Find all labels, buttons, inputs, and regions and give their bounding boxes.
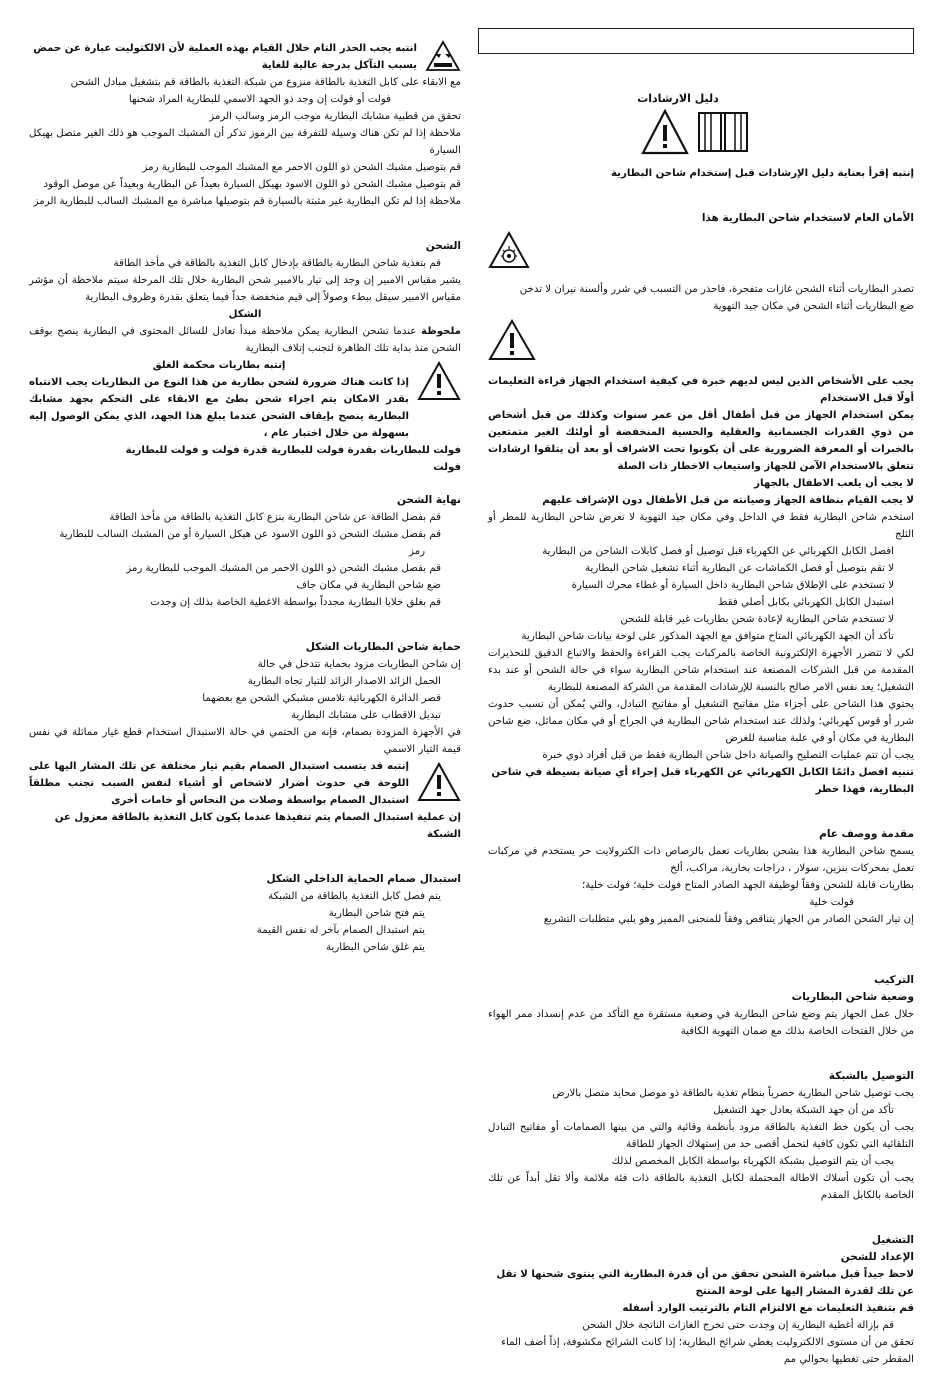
warning-triangle-icon (417, 361, 461, 401)
manual-label: دليل الارشادات (637, 92, 719, 105)
operation-bold-2: قم بتنفيذ التعليمات مع الالتزام التام بالترتيب الوارد أسفله (622, 1303, 914, 1314)
safety-rule-9: يحتوي هذا الشاحن على أجزاء مثل مفاتيح التشغيل أو مفاتيح التبادل، والتي يُمكن أن تسبب حدوث شرر أو قوس كهربائي؛ ولذلك عند استخدام شاحن البطارية في الجراج أو في مكان مماثل، ضع شاحن البطارية في مكان أو في علبة مناسبة للغرض (488, 699, 914, 744)
gas-warning-line-2: ضع البطاريات أثناء الشحن في مكان جيد التهوية (713, 301, 914, 312)
charging-line-2: يشير مقياس الامبير إن وجد إلى تيار بالامبير شحن البطارية خلال تلك المرحلة سيتم ملاحظة أن مؤشر مقياس الامبير سيقل ببطء وصولاً إلى قيم منخفضة جداً فيما يتعلق بقدرة وظروف البطارية (29, 275, 461, 303)
fuse-warning-block (29, 758, 461, 809)
sealed-battery-voltages-end: فولت (433, 462, 461, 473)
end-line-2: قم بفصل مشبك الشحن ذو اللون الاسود عن هيكل السيارة أو من المشبك السالب للبطارية (59, 529, 441, 540)
corrosive-acid-icon (425, 40, 461, 72)
safety-rule-8: لكي لا تتضرر الأجهزة الإلكترونية الخاصة بالمركبات يجب القراءة والحفظ والاتباع الدقيق للتحذيرات المقدمة من قبل الشركات المصنعة عند استخدام شاحن البطارية سواء في حالة الشحن أو عند بدء التشغيل؛ يعد نفس الامر صالح بالنسبة للإرشادات المقدمة من الشركة المصنعة للبطارية (488, 648, 914, 693)
left-line-2: فولت أو فولت إن وجد ذو الجهد الاسمي للبطارية المراد شحنها (128, 94, 391, 105)
left-line-1: مع الابقاء على كابل التغذية بالطاقة منزوع من شبكة التغذية بالطاقة قم بتشغيل مبادل الشحن (70, 77, 461, 88)
read-manual-notice: إنتبه إقرأ بعناية دليل الإرشادات قبل إستخدام شاحن البطارية (610, 168, 914, 179)
sealed-battery-warning (29, 357, 461, 442)
bold-instruction-4: لا يجب القيام بنظافة الجهاز وصيانته من قبل الأطفال دون الإشراف عليهم (542, 495, 914, 506)
gas-warning-line-1: تصدر البطاريات أثناء الشحن غازات متفجرة، فاحذر من التسبب في شرر وألسنة نيران لا تدخن (519, 284, 914, 295)
safety-rule-10: يجب أن تتم عمليات التصليح والصيانة داخل شاحن البطارية فقط من قبل أفراد ذوي خبرة (542, 750, 914, 761)
charging-title: الشحن (425, 240, 461, 252)
left-line-6: قم بتوصيل مشبك الشحن ذو اللون الاسود بهيكل السيارة بعيداً عن البطارية وبعيداً عن موصل الوقود (43, 179, 461, 190)
end-line-2b: رمز (409, 546, 425, 557)
manual-icons-group (478, 90, 914, 155)
install-title: التركيب (874, 974, 914, 986)
end-line-3: قم بفصل مشبك الشحن ذو اللون الاحمر من المشبك الموجب للبطارية رمز (126, 563, 441, 574)
safety-rule-1: استخدم شاحن البطارية فقط في الداخل وفي مكان جيد التهوية لا تعرض شاحن البطارية للمطر أو الثلج (488, 512, 914, 540)
note-label: ملحوظة (421, 326, 461, 337)
intro-line-4: إن تيار الشحن الصادر من الجهاز يتناقص وفقاً للمنحنى المميز وهو يلبي متطلبات التشريع (543, 914, 914, 925)
acid-warning-block (29, 40, 461, 74)
safety-rule-6: لا تستخدم شاحن البطارية لإعادة شحن بطاريات غير قابلة للشحن (620, 614, 894, 625)
left-column (29, 40, 461, 956)
end-line-1: قم بفصل الطاقة عن شاحن البطارية بنزع كابل التغذية بالطاقة من مأخذ الطاقة (109, 512, 441, 523)
end-line-5: قم بغلق خلايا البطارية مجدداً بواسطة الاغطية الخاصة بذلك إن وجدت (150, 597, 441, 608)
protection-line-0: إن شاحن البطاريات مزود بحماية تتدخل في حالة (257, 659, 461, 670)
right-column (488, 28, 914, 1368)
grid-line-2: تأكد من أن جهد الشبكة يعادل جهد التشغيل (713, 1105, 894, 1116)
warning-triangle-icon (417, 762, 461, 802)
safety-rule-5: استبدل الكابل الكهربائي بكابل أصلي فقط (718, 597, 894, 608)
left-line-7: ملاحظة إذا لم تكن البطارية غير مثبتة بالسيارة قم بتوصيلها مباشرة مع المشبك السالب للبطارية الرمز (33, 196, 461, 207)
acid-warning-text: انتبه يجب الحذر التام خلال القيام بهذه العملية لأن الالكتوليت عبارة عن حمض يسبب التآكل بدرجة عالية للغاية (33, 43, 417, 71)
grid-line-3: يجب أن يكون خط التغذية بالطاقة مزود بأنظمة وقائية والتي من بينها الصمامات أو مفاتيح التبادل التلقائية التي تكون كافية لتحمل أقصى حد من إستهلاك الجهاز للطاقة (488, 1122, 914, 1150)
safety-rule-2: افصل الكابل الكهربائي عن الكهرباء قبل توصيل أو فصل كابلات الشاحن من البطارية (542, 546, 894, 557)
protection-title: حماية شاحن البطاريات الشكل (305, 641, 461, 653)
operation-subtitle: الإعداد للشحن (840, 1251, 914, 1263)
bold-instruction-3: لا يجب أن يلعب الاطفال بالجهاز (754, 478, 914, 489)
grid-line-5: يجب أن تكون أسلاك الاطالة المحتملة لكابل التغذية بالطاقة ذات فئة ملائمة وألا تقل أبداً عن تلك الخاصة بالكابل المقدم (488, 1173, 914, 1201)
operation-title: التشغيل (871, 1234, 914, 1246)
end-line-4: ضع شاحن البطارية في مكان جاف (296, 580, 441, 591)
warning-triangle-icon (488, 319, 536, 361)
fuse-bold-note: إن عملية استبدال الصمام يتم تنفيذها عندما يكون كابل التغذية بالطاقة معزول عن الشبكة (54, 812, 461, 840)
note-text: عندما تشحن البطارية يمكن ملاحظة مبدأ تعادل للسائل المحتوى في البطارية ينصح بوقف الشحن منذ بداية تلك الظاهرة لتجنب إتلاف البطارية (29, 326, 461, 354)
inner-fuse-title: استبدال صمام الحماية الداخلي الشكل (266, 873, 461, 885)
title-box (478, 28, 914, 54)
end-of-charge-title: نهاية الشحن (396, 494, 461, 506)
operation-bold-1: لاحظ جيداً قبل مباشرة الشحن تحقق من أن قدرة البطارية التي ينتوى شحنها لا تقل عن تلك لقدرة المشار إليها على لوحة المنتج (496, 1269, 914, 1297)
intro-title: مقدمة ووصف عام (819, 828, 914, 840)
bold-instruction-1: يجب على الأشخاص الذين ليس لديهم خبرة في كيفية استخدام الجهاز قراءة التعليمات أولًا قبل الاستخدام (488, 376, 914, 404)
protection-line-2: قصر الدائرة الكهربائية تلامس مشبكي الشحن مع بعضهما (202, 693, 441, 704)
protection-line-3: تبديل الاقطاب على مشابك البطارية (290, 710, 441, 721)
grid-connection-title: التوصيل بالشبكة (828, 1070, 914, 1082)
inner-line-1: يتم فصل كابل التغذية بالطاقة من الشبكة (268, 891, 441, 902)
bold-instruction-2: يمكن استخدام الجهاز من قبل أطفال أقل من عمر سنوات وكذلك من قبل أشخاص من ذوي القدرات الجسمانية والعقلية والحسية المنخفضة أو أولئك الغير متمتعين بالخبرات أو المعرفة الضرورية على أن يكونوا تحت الاشراف أو بعد أن يتلقوا ارشادات تتعلق بالاستخدام الآمن للجهاز واستيعاب الاخطار ذات الصلة (488, 410, 914, 472)
intro-line-3: فولت خلية (809, 897, 854, 908)
fuse-warning-text: إنتبه قد يتسبب استبدال الصمام بقيم تيار مختلفة عن تلك المشار اليها على اللوحة في حدوث أضرار لاشخاص أو أشياء لنفس السبب تجنب مطلقاً استبدال الصمام بواسطة وصلات من النحاس أو خامات أخرى (29, 761, 409, 806)
open-manual-book-icon (695, 109, 751, 155)
safety-rule-4: لا تستخدم على الإطلاق شاحن البطارية داخل السيارة أو غطاء محرك السيارة (571, 580, 894, 591)
protection-line-1: الحمل الزائد الاصدار الزائد للتيار تجاه البطارية (247, 676, 441, 687)
grid-line-1: يجب توصيل شاحن البطارية حصرياً بنظام تغذية بالطاقة ذو موصل محايد متصل بالارض (552, 1088, 914, 1099)
left-line-5: قم بتوصيل مشبك الشحن ذو اللون الاحمر مع المشبك الموجب للبطارية رمز (142, 162, 461, 173)
inner-line-3: يتم استبدال الصمام بآخر له نفس القيمة (256, 925, 425, 936)
safety-rule-3: لا تقم بتوصيل أو فصل الكماشات عن البطارية أثناء تشغيل شاحن البطارية (585, 563, 894, 574)
grid-line-4: يجب أن يتم التوصيل بشبكة الكهرباء بواسطة الكابل المخصص لذلك (611, 1156, 894, 1167)
install-text: خلال عمل الجهاز يتم وضع شاحن البطارية في وضعية مستقرة مع التأكد من عدم إنسداد ممر الهواء من خلال الفتحات الخاصة بذلك مع ضمان التهوية الكافية (488, 1009, 914, 1037)
operation-line-1: قم بإزالة أغطية البطارية إن وجدت حتى تخرج الغازات الناتجة خلال الشحن (582, 1320, 894, 1331)
warning-triangle-icon (641, 109, 689, 155)
intro-line-2: بطاريات قابلة للشحن وفقاً لوظيفة الجهد الصادر المتاح فولت خلية؛ فولت خلية؛ (582, 880, 914, 891)
safety-rule-11: تنبيه افصل دائمًا الكابل الكهربائي عن الكهرباء قبل إجراء أي صيانة بسيطة في شاحن البطارية، فهذا خطر (491, 767, 914, 795)
inner-line-2: يتم فتح شاحن البطارية (328, 908, 425, 919)
sealed-battery-voltages: فولت للبطاريات بقدرة فولت للبطارية قدرة فولت و فولت للبطارية (125, 445, 461, 456)
intro-line-1: يسمح شاحن البطارية هذا بشحن بطاريات تعمل بالرصاص ذات الكترولايت حر يستخدم في مركبات تعمل بمحركات بنزين، سولار ، دراجات بخارية، مراكب، ألخ (488, 846, 914, 874)
inner-line-4: يتم غلق شاحن البطارية (326, 942, 425, 953)
sealed-battery-title: إنتبه بطاريات محكمة الغلق (152, 360, 286, 371)
charging-line-1: قم بتغذية شاحن البطارية بالطاقة بإدخال كابل التغذية بالطاقة في مأخذ الطاقة (113, 258, 441, 269)
charging-note (29, 323, 461, 357)
left-line-4: ملاحظة إذا لم تكن هناك وسيلة للتفرقة بين الرموز تذكر أن المشبك الموجب هو ذلك الغير متصل بهيكل السيارة (29, 128, 461, 156)
operation-line-2: تحقق من أن مستوى الالكتروليت يغطي شرائح البطارية؛ إذا كانت الشرائح مكشوفة، إذاً أضف الماء المقطر حتى تغطيها بحوالي مم (501, 1337, 914, 1365)
figure-label: الشكل (228, 309, 262, 320)
sealed-battery-text: إذا كانت هناك ضرورة لشحن بطارية من هذا النوع من البطاريات يجب الانتباه بقدر الامكان يتم اجراء شحن بطئ مع الابقاء على التحكم بجهد مشابك البطارية ينصح بإيقاف الشحن عندما يبلغ هذا الجهد، الذي يمكن الوصول إليه بسهولة من خلال اختبار عام ، (29, 377, 409, 439)
safety-rule-7: تأكد أن الجهد الكهربائي المتاح متوافق مع الجهد المذكور على لوحة بيانات شاحن البطارية (521, 631, 894, 642)
protection-line-4: في الأجهزة المزودة بصمام، فإنه من الحتمي في حالة الاستبدال استخدام قطع غيار مماثلة في نفس قيمة التيار الاسمي (29, 727, 461, 755)
left-line-3: تحقق من قطبية مشابك البطارية موجب الرمز وسالب الرمز (209, 111, 461, 122)
install-subtitle: وضعية شاحن البطاريات (791, 991, 914, 1003)
explosive-gas-icon (488, 231, 530, 269)
general-safety-title: الأمان العام لاستخدام شاحن البطارية هذا (701, 212, 914, 224)
